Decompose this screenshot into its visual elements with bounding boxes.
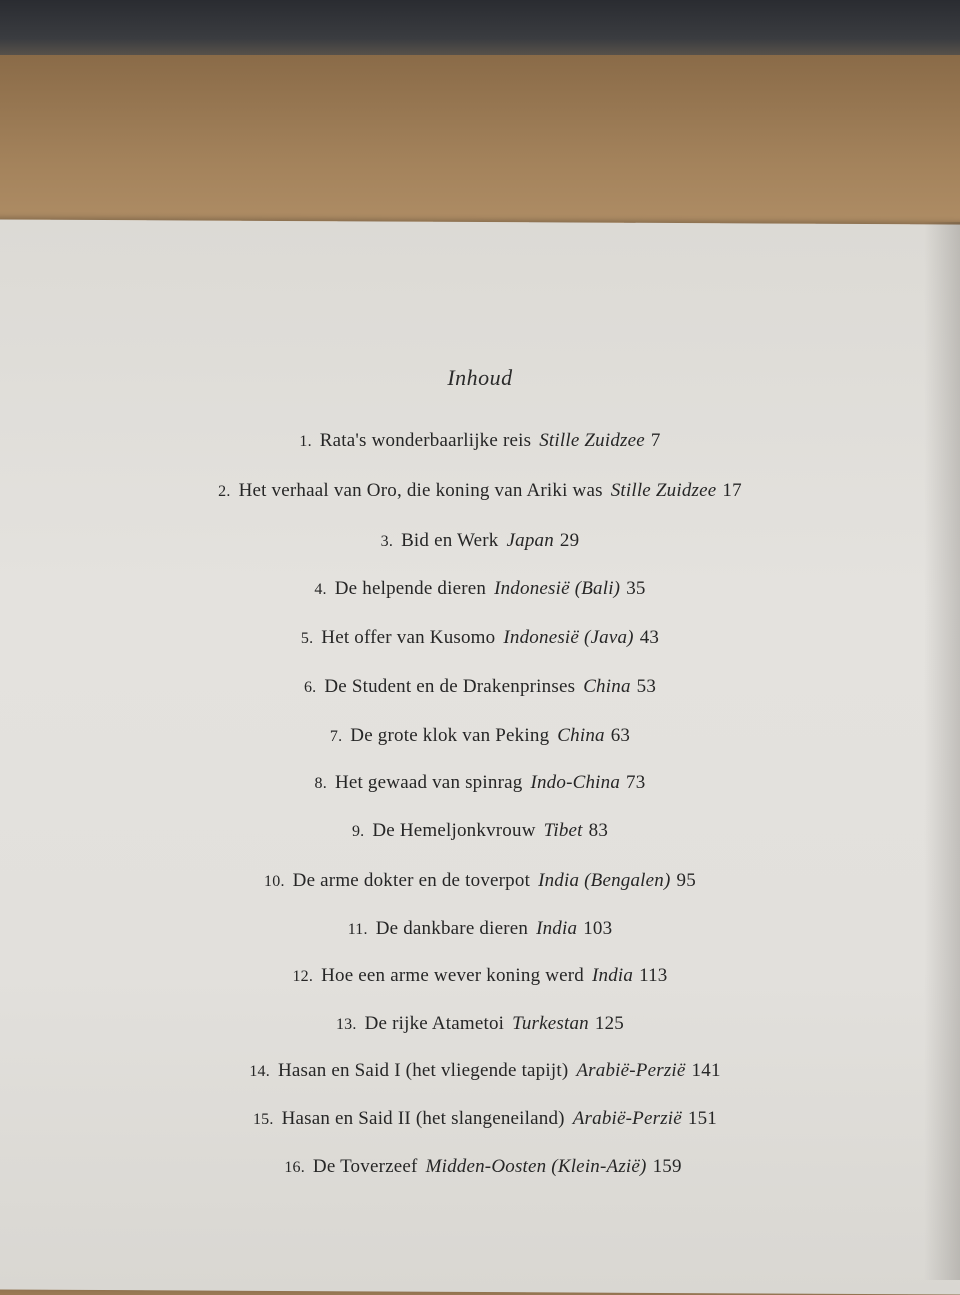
page-title: Inhoud	[447, 365, 513, 390]
entry-number: 12.	[292, 968, 314, 985]
toc-entry	[0, 578, 960, 600]
entry-number: 13.	[335, 1016, 357, 1033]
entry-number: 10.	[264, 873, 285, 890]
entry-region: Japan	[506, 530, 554, 551]
entry-title: Rata's wonderbaarlijke reis	[319, 430, 532, 451]
entry-number: 6.	[303, 679, 317, 696]
entry-region: Indonesië (Bali)	[494, 578, 621, 599]
entry-title: Hasan en Said II (het slangeneiland)	[281, 1108, 565, 1129]
entry-number: 9.	[351, 823, 365, 840]
entry-title: De Student en de Drakenprinses	[324, 676, 576, 697]
toc-entry	[3, 1156, 960, 1178]
entry-page-number: 103	[583, 918, 613, 939]
entry-title: Hasan en Said I (het vliegende tapijt)	[277, 1060, 569, 1081]
entry-region: Arabië-Perzië	[576, 1060, 686, 1081]
dark-background	[0, 0, 960, 55]
toc-entry	[0, 820, 960, 842]
entry-title: De arme dokter en de toverpot	[292, 870, 531, 891]
entry-title: Het gewaad van spinrag	[334, 772, 523, 793]
entry-page-number: 83	[588, 820, 609, 841]
entry-page-number: 141	[691, 1060, 721, 1081]
toc-entry	[0, 1013, 960, 1035]
entry-page-number: 7	[650, 430, 661, 451]
entry-page-number: 17	[722, 480, 742, 501]
entry-region: Indonesië (Java)	[503, 627, 634, 648]
entry-region: India (Bengalen)	[538, 870, 671, 891]
entry-number: 1.	[299, 433, 312, 450]
entry-number: 14.	[249, 1063, 270, 1080]
toc-entry	[0, 627, 960, 649]
toc-entry	[0, 725, 960, 747]
entry-number: 5.	[300, 630, 314, 647]
entry-page-number: 151	[687, 1108, 718, 1129]
entry-number: 2.	[218, 483, 231, 500]
entry-number: 16.	[284, 1159, 305, 1176]
entry-number: 8.	[314, 775, 327, 792]
entry-number: 3.	[380, 533, 394, 550]
entry-region: China	[557, 725, 605, 746]
toc-entry	[0, 530, 960, 552]
toc-entry	[0, 918, 960, 940]
entry-page-number: 159	[652, 1156, 682, 1177]
entry-page-number: 125	[594, 1013, 624, 1034]
entry-page-number: 95	[676, 870, 696, 891]
toc-entry	[5, 1060, 960, 1082]
entry-page-number: 73	[626, 772, 646, 793]
entry-title: Het verhaal van Oro, die koning van Ariki was	[238, 480, 603, 501]
entry-page-number: 63	[610, 725, 631, 746]
toc-entry	[0, 870, 960, 892]
entry-page-number: 53	[636, 676, 657, 697]
entry-number: 15.	[252, 1111, 274, 1128]
entry-region: Arabië-Perzië	[572, 1108, 682, 1129]
entry-region: India	[536, 918, 578, 939]
entry-region: Midden-Oosten (Klein-Azië)	[425, 1156, 647, 1177]
entry-region: Indo-China	[530, 772, 621, 793]
entry-region: Tibet	[543, 820, 583, 841]
entry-title: De rijke Atametoi	[364, 1013, 505, 1034]
toc-entry	[0, 430, 960, 452]
entry-title: De dankbare dieren	[375, 918, 529, 939]
entry-title: Hoe een arme wever koning werd	[321, 965, 584, 986]
entry-page-number: 113	[639, 965, 668, 986]
entry-page-number: 43	[639, 627, 660, 648]
entry-region: Stille Zuidzee	[539, 430, 645, 451]
entry-number: 4.	[314, 581, 327, 598]
entry-region: Turkestan	[512, 1013, 589, 1034]
toc-entry	[0, 676, 960, 698]
entry-region: India	[592, 965, 634, 986]
entry-page-number: 29	[559, 530, 580, 551]
toc-entry	[0, 772, 960, 794]
toc-entry	[0, 965, 960, 987]
toc-entry	[0, 480, 960, 502]
entry-number: 11.	[347, 921, 368, 938]
entry-title: De grote klok van Peking	[350, 725, 550, 746]
entry-page-number: 35	[626, 578, 646, 599]
entry-title: De Toverzeef	[312, 1156, 418, 1177]
entry-title: Het offer van Kusomo	[321, 627, 496, 648]
toc-entry	[5, 1108, 960, 1130]
entry-region: Stille Zuidzee	[610, 480, 717, 501]
entry-title: Bid en Werk	[401, 530, 499, 551]
entry-title: De helpende dieren	[334, 578, 487, 599]
entry-region: China	[583, 676, 631, 697]
entry-title: De Hemeljonkvrouw	[372, 820, 536, 841]
entry-number: 7.	[329, 728, 343, 745]
